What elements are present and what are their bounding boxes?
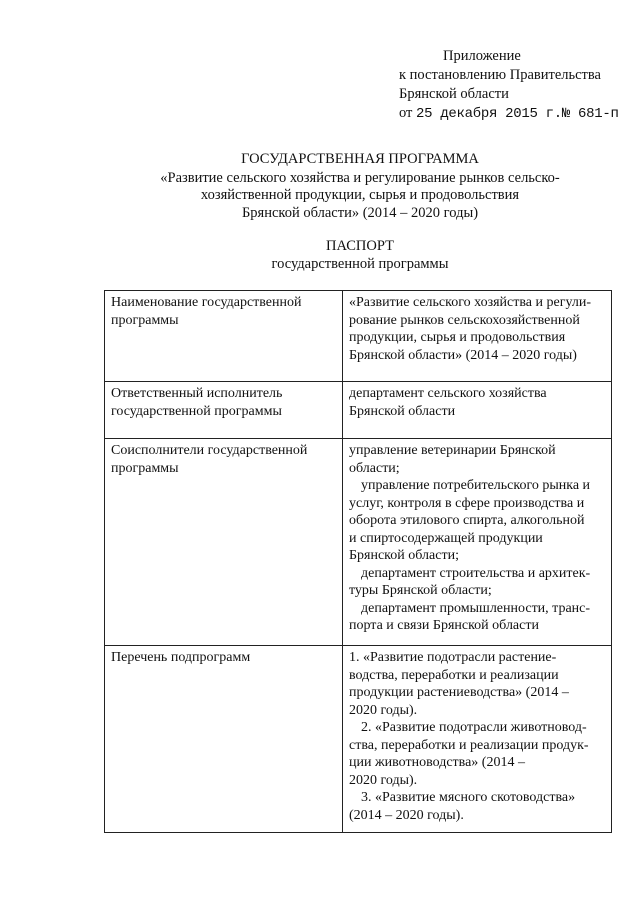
decree-date-number: 25 декабря 2015 г.№ 681-п: [416, 106, 619, 122]
passport-table: [104, 290, 612, 833]
passport-subtitle: государственной программы: [271, 256, 449, 272]
program-name-line-1: «Развитие сельского хозяйства и регулирование рынков сельско-: [160, 169, 560, 186]
appendix-title: Приложение: [443, 48, 521, 64]
program-name-line-3: Брянской области» (2014 – 2020 годы): [241, 204, 479, 221]
cell-line: управление потребительского рынка и: [361, 478, 591, 493]
date-prefix: от: [399, 105, 413, 121]
cell-line: 1. «Развитие подотрасли растение-: [349, 650, 557, 665]
cell-line: Брянской области: [349, 403, 456, 419]
cell-line: государственной программы: [111, 403, 282, 419]
cell-line: туры Брянской области;: [349, 583, 492, 598]
cell-line: продукции, сырья и продовольствия: [349, 330, 566, 345]
cell-line: Брянской области;: [349, 548, 459, 563]
cell-line: «Развитие сельского хозяйства и регули-: [349, 295, 591, 310]
cell-line: 2. «Развитие подотрасли животновод-: [361, 720, 587, 735]
cell-line: продукции растениеводства» (2014 –: [349, 685, 569, 700]
row-label-cell: [105, 439, 343, 646]
row-label-cell: [105, 382, 343, 439]
cell-line: ства, переработки и реализации продук-: [349, 737, 589, 753]
row-label-cell: [105, 291, 343, 382]
cell-line: рование рынков сельскохозяйственной: [349, 312, 580, 328]
row-value-cell: [343, 291, 612, 382]
cell-line: 2020 годы).: [349, 702, 418, 718]
cell-line: программы: [111, 312, 179, 328]
cell-line: Брянской области» (2014 – 2020 годы): [349, 347, 577, 363]
cell-line: департамент строительства и архитек-: [361, 565, 591, 581]
cell-line: Соисполнители государственной: [111, 443, 308, 458]
cell-line: водства, переработки и реализации: [349, 667, 559, 683]
cell-line: департамент промышленности, транс-: [361, 600, 591, 616]
cell-line: порта и связи Брянской области: [349, 618, 539, 633]
cell-line: оборота этилового спирта, алкогольной: [349, 513, 585, 528]
program-name-line-2: хозяйственной продукции, сырья и продовольствия: [200, 187, 520, 203]
row-value-cell: [343, 382, 612, 439]
cell-line: 3. «Развитие мясного скотоводства»: [361, 790, 576, 805]
cell-line: услуг, контроля в сфере производства и: [349, 495, 585, 511]
table-row: [105, 382, 612, 439]
cell-line: и спиртосодержащей продукции: [349, 530, 543, 546]
appendix-line-2: Брянской области: [399, 86, 509, 102]
row-label-cell: [105, 646, 343, 833]
passport-title: ПАСПОРТ: [326, 238, 394, 254]
cell-line: департамент сельского хозяйства: [349, 386, 547, 401]
cell-line: Наименование государственной: [111, 295, 302, 310]
cell-line: 2020 годы).: [349, 772, 418, 788]
appendix-date-line: [399, 104, 619, 124]
row-value-cell: [343, 439, 612, 646]
program-heading-block: [100, 151, 620, 222]
cell-line: Ответственный исполнитель: [111, 386, 283, 401]
cell-line: Перечень подпрограмм: [111, 650, 251, 665]
appendix-block: [399, 47, 619, 124]
table-row: [105, 439, 612, 646]
table-row: [105, 646, 612, 833]
program-heading: ГОСУДАРСТВЕННАЯ ПРОГРАММА: [241, 151, 479, 167]
cell-line: (2014 – 2020 годы).: [349, 807, 464, 823]
cell-line: области;: [349, 460, 400, 476]
row-value-cell: [343, 646, 612, 833]
cell-line: управление ветеринарии Брянской: [349, 443, 556, 458]
cell-line: программы: [111, 460, 179, 476]
appendix-line-1: к постановлению Правительства: [399, 67, 601, 83]
table-row: [105, 291, 612, 382]
cell-line: ции животноводства» (2014 –: [349, 755, 525, 770]
passport-heading-block: [100, 237, 620, 273]
